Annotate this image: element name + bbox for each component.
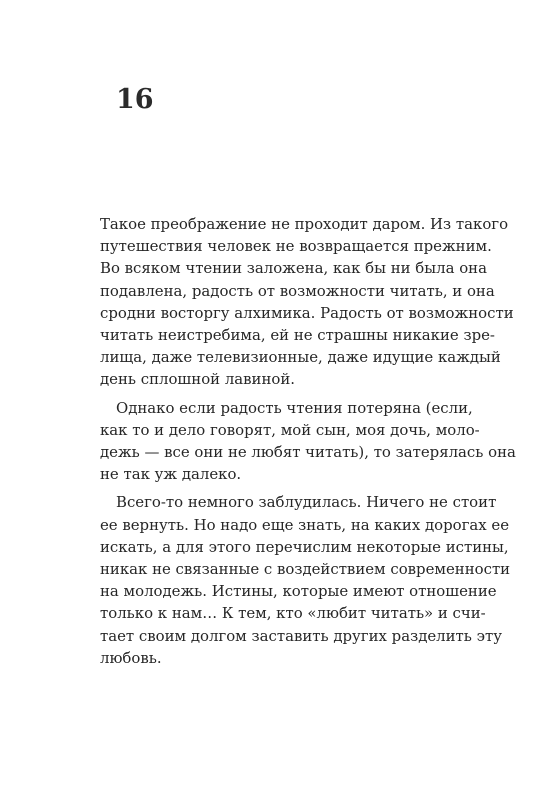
text-line: не так уж далеко.: [100, 465, 242, 484]
text-line: дежь — все они не любят читать), то затерялась она: [100, 443, 516, 462]
paragraph-2: [100, 397, 516, 486]
text-line: искать, а для этого перечислим некоторые истины,: [100, 537, 509, 556]
paragraph-3: [100, 491, 511, 669]
text-line: Всего-то немного заблудилась. Ничего не стоит: [116, 493, 497, 512]
text-line: лища, даже телевизионные, даже идущие каждый: [100, 348, 501, 367]
text-line: как то и дело говорят, мой сын, моя дочь, моло-: [100, 420, 480, 439]
chapter-number: 16: [116, 84, 154, 115]
text-line: сродни восторгу алхимика. Радость от возможности: [100, 303, 514, 322]
text-line: тает своим долгом заставить других разделить эту: [100, 626, 502, 645]
text-line: ее вернуть. Но надо еще знать, на каких дорогах ее: [100, 515, 510, 534]
text-line: Во всяком чтении заложена, как бы ни была она: [100, 259, 487, 278]
text-line: никак не связанные с воздействием современности: [100, 560, 511, 579]
text-line: подавлена, радость от возможности читать, и она: [100, 281, 495, 300]
text-line: день сплошной лавиной.: [100, 370, 296, 389]
paragraph-1: [100, 213, 514, 391]
text-line: любовь.: [100, 648, 162, 667]
text-line: путешествия человек не возвращается прежним.: [100, 237, 492, 256]
text-line: на молодежь. Истины, которые имеют отношение: [100, 582, 497, 601]
text-line: читать неистребима, ей не страшны никакие зре-: [100, 326, 495, 345]
text-line: Такое преображение не проходит даром. Из такого: [100, 215, 509, 233]
body-text: [100, 213, 516, 669]
text-line: только к нам… К тем, кто «любит читать» и счи-: [100, 604, 486, 623]
text-line: Однако если радость чтения потеряна (если,: [116, 398, 473, 417]
